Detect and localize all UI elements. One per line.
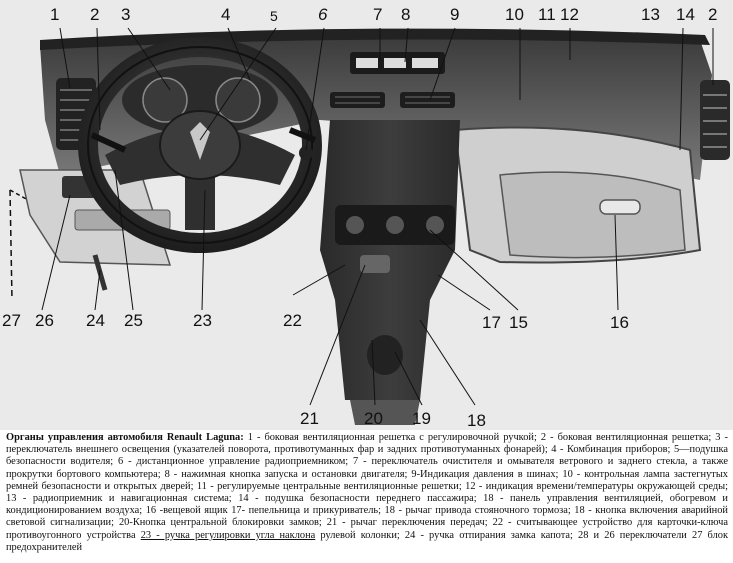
callout-23: 23 (193, 311, 212, 330)
callout-16: 16 (610, 313, 629, 332)
callout-8: 8 (401, 5, 411, 24)
callout-12: 12 (560, 5, 579, 24)
caption-title: Органы управления автомобиля Renault Laguna: (6, 432, 244, 443)
callout-5: 5 (270, 8, 278, 24)
callout-24: 24 (86, 311, 105, 330)
figure-caption (6, 432, 728, 554)
callout-20: 20 (364, 409, 383, 428)
center-vent-left (330, 92, 385, 108)
caption-body: 1 - боковая вентиляционная решетка с регулировочной ручкой; 2 - боковая вентиляционная решетка; 3 - переключатель внешнего освещения (указателей поворота, противотуманных фар и задних противотуманных фонарей); 4 - Комбинация приборов; 5—подушка безопасности водителя; 6 - дистанционное управление радиоприемником; 7 - переключатель очистителя и омывателя ветрового и заднего стекла, а также прокрутки бортового компьютера; 8 - нажимная кнопка запуска и остановки двигателя; 9-Индикация давления в шинах; 10 - контрольная лампа застегнутых ремней безопасности и открытых дверей; 11 - регулируемые центральные вентиляционные решетки; 12 - индикация времени/температуры окружающей среды; 13 - радиоприемник и навигационная система; 14 - подушка безопасности переднего пассажира; 18 - панель управления вентиляцией, обогревом и кондиционированием воздуха; 16 -вещевой ящик 17- пепельница и прикуриватель; 18 - рычаг привода стояночного тормоза; 18 - кнопка включения аварийной световой сигнализации; 20-Кнопка центральной блокировки замков; 21 - рычаг переключения передач; 22 - считывающее устройство для карточки-ключа противоугонного устройства (6, 432, 728, 541)
callout-9: 9 (450, 5, 460, 24)
callout-2: 2 (90, 5, 100, 24)
callout-27: 27 (2, 311, 21, 330)
caption-underlined: 23 - ручка регулировки угла наклона (140, 529, 316, 541)
center-vent-right (400, 92, 455, 108)
callout-21: 21 (300, 409, 319, 428)
callout-19: 19 (412, 409, 431, 428)
glovebox-handle (600, 200, 640, 214)
callout-13: 13 (641, 5, 660, 24)
callout-26: 26 (35, 311, 54, 330)
caption-tail: рулевой колонки; 24 - ручка отпирания замка капота; 28 и 26 переключатели 27 блок предохранителей (6, 529, 728, 553)
callout-4: 4 (221, 5, 231, 24)
callout-2-right: 2 (708, 5, 718, 24)
callout-7: 7 (373, 5, 383, 24)
callout-10: 10 (505, 5, 524, 24)
callout-25: 25 (124, 311, 143, 330)
callout-22: 22 (283, 311, 302, 330)
callout-11: 11 (538, 5, 556, 24)
callout-14: 14 (676, 5, 695, 24)
callout-18: 18 (467, 411, 486, 430)
glovebox (500, 172, 685, 257)
card-reader (360, 255, 390, 273)
callout-15: 15 (509, 313, 528, 332)
callout-1: 1 (50, 5, 60, 24)
callout-17: 17 (482, 313, 501, 332)
callout-3: 3 (121, 5, 131, 24)
callout-6: 6 (318, 5, 328, 24)
